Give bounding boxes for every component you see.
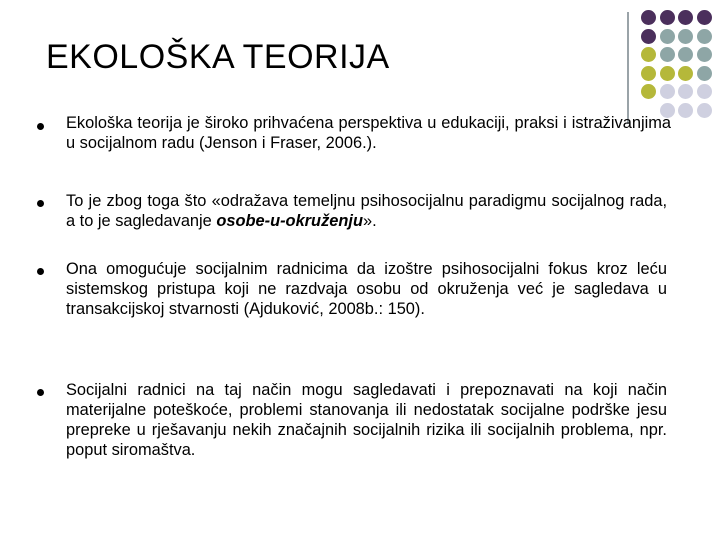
bullet-point: [37, 268, 44, 275]
bullet-point: [37, 200, 44, 207]
bullet-text-2: [66, 191, 667, 231]
slide-title: EKOLOŠKA TEORIJA: [46, 38, 390, 76]
bullet-text-2-emphasis: osobe-u-okruženju: [216, 212, 363, 230]
bullet-text-1: Ekološka teorija je široko prihvaćena perspektiva u edukaciji, praksi i istraživanjima u socijalnom radu (Jenson i Fraser, 2006.).: [66, 114, 671, 152]
bullet-text-2-end: ».: [362, 212, 377, 230]
bullet-point: [37, 389, 44, 396]
bullet-text-2-start: To je zbog toga što «odražava temeljnu psihosocijalnu paradigmu socijalnog rada, a to je sagledavanje: [66, 192, 667, 230]
bullet-text-3: Ona omogućuje socijalnim radnicima da izoštre psihosocijalni fokus kroz leću sistemskog pristupa koji ne razdvaja osobu od okruženja već je sagledava u transakcijskoj stvarnosti (Ajduković, 2008b.: 150).: [66, 260, 667, 318]
bullet-point: [37, 123, 44, 130]
bullet-text-4: Socijalni radnici na taj način mogu sagledavati i prepoznavati na koji način materijalne poteškoće, problemi stanovanja ili nedostatak socijalne podrške jesu prepreke u rješavanju nekih značajnih socijalnih rizika ili socijalnih problema, npr. poput siromaštva.: [66, 381, 667, 459]
